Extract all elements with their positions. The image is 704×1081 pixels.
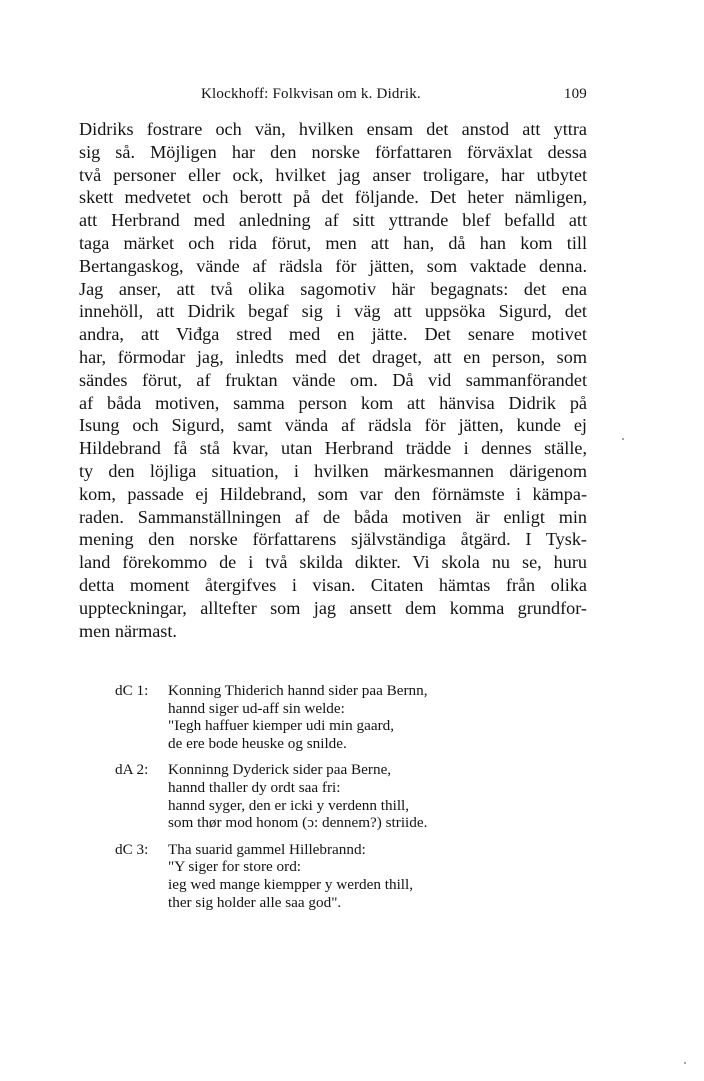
body-line: Bertangaskog, vände af rädsla för jätten, som vaktade denna. — [79, 255, 587, 276]
body-line: raden. Sammanställningen af de båda motiven är enligt min — [79, 506, 587, 527]
verse-line: hannd syger, den er icki y verdenn thill, — [168, 796, 410, 814]
body-line: ty den löjliga situation, i hvilken märkesmannen därigenom — [79, 460, 587, 481]
body-line: sändes förut, af fruktan vände om. Då vid sammanförandet — [79, 369, 587, 390]
verse-line: de ere bode heuske og snilde. — [168, 734, 347, 752]
body-line: land förekommo de i två skilda dikter. Vi skola nu se, huru — [79, 552, 587, 573]
quote-stanza-dc3 — [115, 841, 535, 911]
body-line: två personer eller ock, hvilket jag anser troligare, har utbytet — [79, 164, 587, 185]
body-line: Isung och Sigurd, samt vända af rädsla för jätten, kunde ej — [79, 415, 587, 436]
verse-line: hannd thaller dy ordt saa fri: — [168, 778, 341, 796]
verse-line: som thør mod honom (ɔ: dennem?) striide. — [168, 814, 428, 832]
stanza-id: dC 3: — [115, 840, 149, 858]
margin-speck — [684, 1062, 686, 1064]
body-line: mening den norske författarens självständiga åtgärd. I Tysk- — [79, 529, 587, 550]
stanza-id: dC 1: — [115, 682, 149, 699]
body-line: detta moment återgifves i visan. Citaten hämtas från olika — [79, 574, 587, 595]
body-line: Hildebrand få stå kvar, utan Herbrand trädde i dennes ställe, — [79, 438, 587, 459]
quote-stanza-dc1 — [115, 682, 535, 752]
body-paragraph — [79, 118, 587, 642]
body-line: har, förmodar jag, inledts med det draget, att en person, som — [79, 346, 587, 367]
margin-speck — [622, 438, 624, 440]
verse-line: "Iegh haffuer kiemper udi min gaard, — [168, 717, 395, 735]
stanza-id: dA 2: — [115, 761, 149, 779]
page-number: 109 — [563, 86, 587, 102]
verse-line: ieg wed mange kiempper y werden thill, — [168, 875, 414, 893]
verse-line: ther sig holder alle saa god". — [168, 893, 342, 911]
verse-line: hannd siger ud-aff sin welde: — [168, 699, 345, 717]
body-line: skett medvetet och berott på det följande. Det heter nämligen, — [79, 187, 587, 208]
running-head — [79, 86, 587, 106]
body-line: af båda motiven, samma person kom att hänvisa Didrik på — [79, 392, 587, 413]
quote-stanza-da2 — [115, 761, 535, 831]
verse-line: "Y siger for store ord: — [168, 858, 302, 876]
body-line: uppteckningar, alltefter som jag ansett dem komma grundfor- — [79, 597, 587, 618]
verse-line: Konninng Dyderick sider paa Berne, — [168, 761, 392, 779]
body-line: kom, passade ej Hildebrand, som var den förnämste i kämpa- — [79, 483, 587, 504]
body-line: sig så. Möjligen har den norske författaren förväxlat dessa — [79, 141, 587, 162]
verse-line: Konning Thiderich hannd sider paa Bernn, — [168, 682, 428, 699]
body-line: Didriks fostrare och vän, hvilken ensam det anstod att yttra — [79, 119, 587, 139]
body-line: innehöll, att Didrik begaf sig i väg att uppsöka Sigurd, det — [79, 301, 587, 322]
verse-line: Tha suarid gammel Hillebrannd: — [168, 840, 366, 858]
body-line: Jag anser, att två olika sagomotiv här begagnats: det ena — [79, 278, 587, 299]
body-line: att Herbrand med anledning af sitt yttrande blef befalld att — [79, 210, 587, 231]
body-line: taga märket och rida förut, men att han, då han kom till — [79, 232, 587, 253]
body-line: andra, att Viđga stred med en jätte. Det senare motivet — [79, 324, 587, 345]
ballad-quotations — [115, 682, 535, 920]
running-title: Klockhoff: Folkvisan om k. Didrik. — [201, 86, 421, 102]
body-line: men närmast. — [79, 620, 177, 641]
